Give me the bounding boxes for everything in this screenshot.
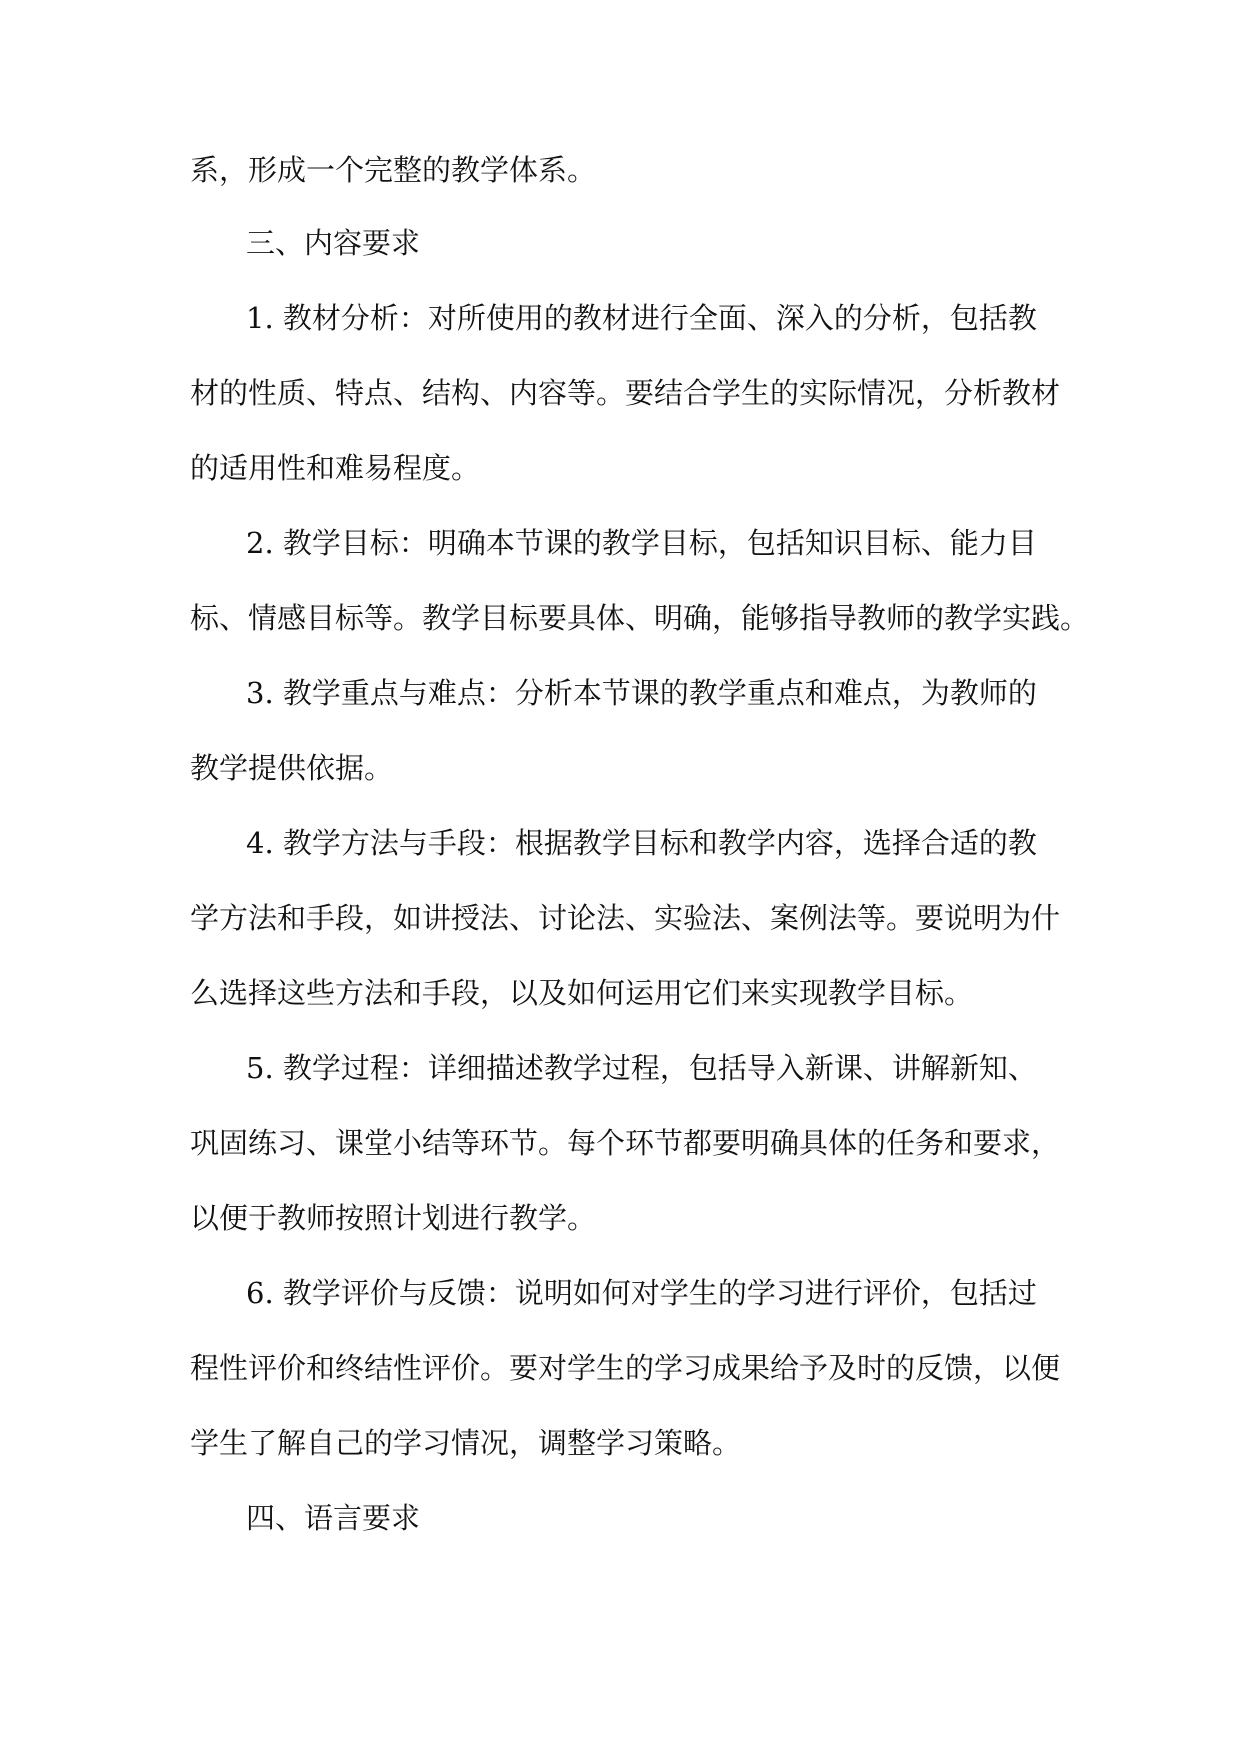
text-line: 材的性质、特点、结构、内容等。要结合学生的实际情况，分析教材 xyxy=(190,376,1061,410)
list-item-1-textbook-analysis: 1. 教材分析：对所使用的教材进行全面、深入的分析，包括教 xyxy=(246,301,1037,335)
text-line: 以便于教师按照计划进行教学。 xyxy=(190,1201,597,1235)
text-line: 教学提供依据。 xyxy=(190,751,394,785)
list-item-6-evaluation-feedback: 6. 教学评价与反馈：说明如何对学生的学习进行评价，包括过 xyxy=(246,1276,1037,1310)
text-line: 程性评价和终结性评价。要对学生的学习成果给予及时的反馈，以便 xyxy=(190,1351,1061,1385)
text-line: 的适用性和难易程度。 xyxy=(190,451,481,485)
list-item-2-teaching-goals: 2. 教学目标：明确本节课的教学目标，包括知识目标、能力目 xyxy=(246,526,1037,560)
section-heading-language-requirements: 四、语言要求 xyxy=(246,1501,421,1535)
text-line: 巩固练习、课堂小结等环节。每个环节都要明确具体的任务和要求， xyxy=(190,1126,1061,1160)
text-line: 学生了解自己的学习情况，调整学习策略。 xyxy=(190,1426,742,1460)
text-line-continuation: 系，形成一个完整的教学体系。 xyxy=(190,153,597,187)
list-item-3-key-points: 3. 教学重点与难点：分析本节课的教学重点和难点，为教师的 xyxy=(246,676,1037,710)
text-line: 么选择这些方法和手段，以及如何运用它们来实现教学目标。 xyxy=(190,976,974,1010)
section-heading-content-requirements: 三、内容要求 xyxy=(246,226,421,260)
text-line: 学方法和手段，如讲授法、讨论法、实验法、案例法等。要说明为什 xyxy=(190,901,1061,935)
text-line: 标、情感目标等。教学目标要具体、明确，能够指导教师的教学实践。 xyxy=(190,601,1090,635)
list-item-5-teaching-process: 5. 教学过程：详细描述教学过程，包括导入新课、讲解新知、 xyxy=(246,1051,1037,1085)
list-item-4-teaching-methods: 4. 教学方法与手段：根据教学目标和教学内容，选择合适的教 xyxy=(246,826,1037,860)
